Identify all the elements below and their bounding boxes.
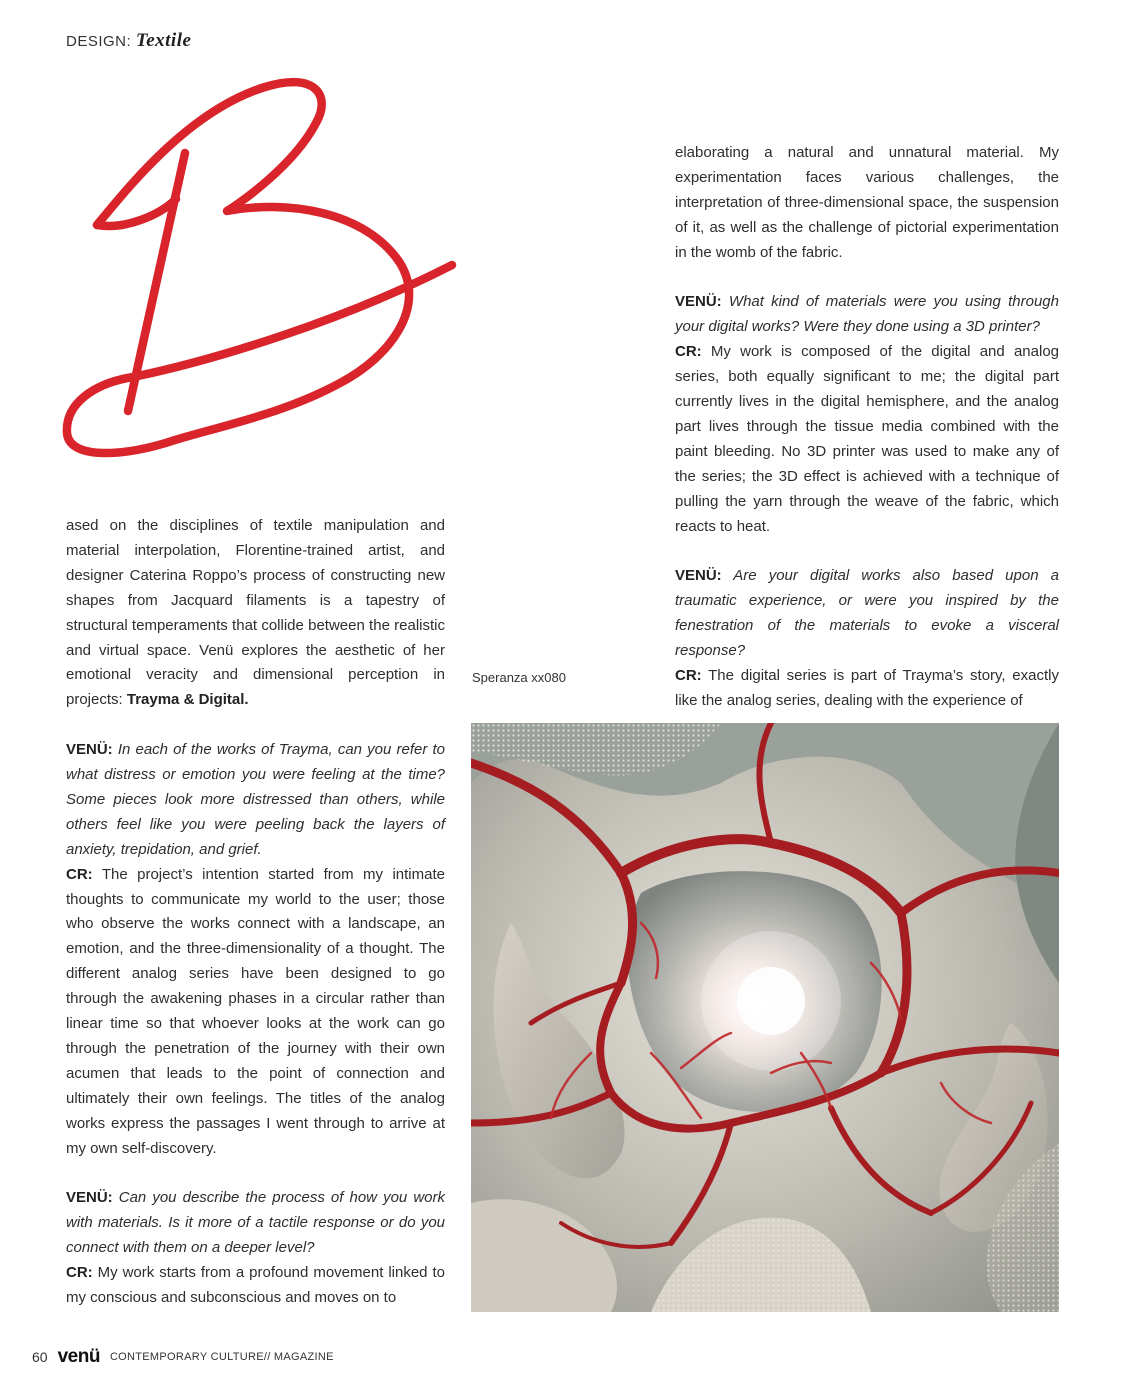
- intro-text: ased on the disciplines of textile manipulation and material interpolation, Florentine-trained artist, and designer Caterina Roppo’s process of constructing new shapes from Jacquard filaments is a tapestry of structural temperaments that collide between the realistic and virtual space. Venü explores the aesthetic of her emotional veracity and dimensional perception in projects:: [66, 517, 445, 709]
- article-column-right: [675, 141, 1059, 714]
- interviewer-label: VENÜ:: [66, 1189, 113, 1207]
- interview-question: [66, 738, 445, 863]
- paragraph-gap: [675, 266, 1059, 291]
- question-text: In each of the works of Trayma, can you refer to what distress or emotion you were feeling at the time? Some pieces look more distressed than others, while others feel like you were peeling back the layers of anxiety, trepidation, and grief.: [66, 741, 445, 858]
- intro-paragraph: [66, 514, 445, 713]
- question-text: Are your digital works also based upon a traumatic experience, or were you inspired by the fenestration of the materials to evoke a visceral response?: [675, 567, 1059, 660]
- interview-answer: [66, 863, 445, 1162]
- answer-continuation: elaborating a natural and unnatural material. My experimentation faces various challenges, the interpretation of three-dimensional space, the suspension of it, as well as the challenge of pictorial experimentation in the womb of the fabric.: [675, 144, 1059, 261]
- question-text: Can you describe the process of how you work with materials. Is it more of a tactile response or do you connect with them on a deeper level?: [66, 1189, 445, 1257]
- magazine-tagline: CONTEMPORARY CULTURE// MAGAZINE: [109, 1351, 334, 1363]
- page-footer: [32, 1345, 334, 1369]
- interview-answer: [66, 1261, 445, 1311]
- artwork-image: [471, 723, 1059, 1312]
- answer-text: The digital series is part of Trayma’s story, exactly like the analog series, dealing with the experience of: [675, 667, 1059, 709]
- interview-question: [66, 1186, 445, 1261]
- question-text: What kind of materials were you using through your digital works? Were they done using a 3D printer?: [675, 293, 1059, 336]
- artist-label: CR:: [675, 343, 702, 361]
- artist-label: CR:: [66, 865, 93, 883]
- answer-text: My work starts from a profound movement linked to my conscious and subconscious and moves on to: [66, 1264, 445, 1307]
- magazine-logo: venü: [57, 1346, 100, 1367]
- interviewer-label: VENÜ:: [66, 741, 113, 759]
- interview-question: [675, 290, 1059, 340]
- interview-answer: [675, 340, 1059, 539]
- answer-text: The project’s intention started from my intimate thoughts to communicate my world to the user; those who observe the works connect with a landscape, an emotion, and the three-dimensionality of a thought. The different analog series have been designed to go through the awakening phases in a circular rather than linear time so that whoever looks at the work can go through the penetration of the journey with their own acumen that leads to the point of connection and ultimately their own feelings. The titles of the analog works express the passages I went through to arrive at my own self-discovery.: [66, 865, 445, 1157]
- page-number: 60: [32, 1349, 48, 1365]
- paragraph-gap: [66, 1162, 445, 1187]
- project-names: Trayma & Digital.: [126, 691, 249, 709]
- article-column-left: [66, 514, 445, 1311]
- drop-cap-letter: [55, 65, 465, 485]
- section-topic: Textile: [135, 30, 192, 51]
- interview-answer: [675, 664, 1059, 714]
- answer-text: My work is composed of the digital and analog series, both equally significant to me; the digital part currently lives in the digital hemisphere, and the analog part lives through the tissue media combined with the paint bleeding. No 3D printer was used to make any of the series; the 3D effect is achieved with a technique of pulling the yarn through the weave of the fabric, which reacts to heat.: [675, 343, 1060, 535]
- artist-label: CR:: [675, 667, 702, 684]
- paragraph-gap: [675, 539, 1059, 564]
- interviewer-label: VENÜ:: [675, 567, 722, 585]
- paragraph-gap: [66, 713, 445, 738]
- artist-label: CR:: [66, 1264, 93, 1282]
- interview-question: [675, 564, 1059, 664]
- section-heading: [66, 30, 191, 52]
- interviewer-label: VENÜ:: [675, 293, 722, 311]
- section-label: DESIGN:: [66, 33, 132, 50]
- artwork-caption: Speranza xx080: [472, 670, 566, 685]
